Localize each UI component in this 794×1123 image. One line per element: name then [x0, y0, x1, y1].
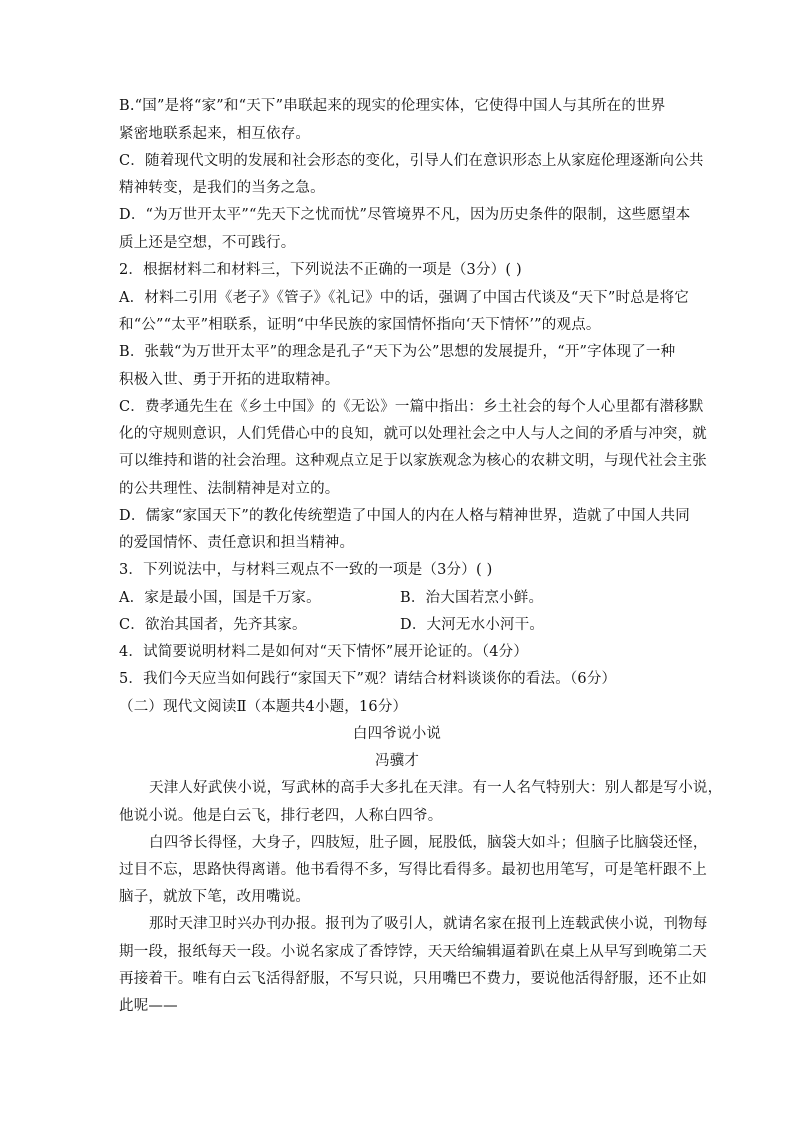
- story-author: 冯骥才: [374, 753, 420, 769]
- option-b-line-2: 紧密地联系起来，相互依存。: [119, 126, 311, 142]
- section-heading: （二）现代文阅读Ⅱ（本题共4小题，16分）: [119, 699, 408, 715]
- paragraph-2-line-2: 过目不忘，思路快得离谱。他书看得不多，写得比看得多。最初也用笔写，可是笔杆跟不上: [119, 862, 707, 878]
- q2-option-c-line-1: C．费孝通先生在《乡土中国》的《无讼》一篇中指出：乡土社会的每个人心里都有潜移默: [119, 399, 704, 415]
- q3-option-d: D．大河无水小河干。: [400, 617, 545, 633]
- paragraph-3-line-4: 此呢——: [119, 998, 178, 1014]
- q3-option-c: C．欲治其国者，先齐其家。: [119, 617, 307, 633]
- option-d-line-2: 质上还是空想，不可践行。: [119, 235, 296, 251]
- q2-option-b-line-1: B．张载“为万世开太平”的理念是孔子“天下为公”思想的发展提升，“开”字体现了一种: [119, 344, 676, 360]
- q2-option-c-line-4: 的公共理性、法制精神是对立的。: [119, 481, 340, 497]
- paragraph-3-line-3: 再接着干。唯有白云飞活得舒服，不写只说，只用嘴巴不费力，要说他活得舒服，还不止如: [119, 971, 707, 987]
- question-4: 4．试简要说明材料二是如何对“天下情怀”展开论证的。（4分）: [119, 644, 529, 660]
- q3-options-row-2: [119, 615, 307, 635]
- q2-option-a-line-1: A．材料二引用《老子》《管子》《礼记》中的话，强调了中国古代谈及“天下”时总是将它: [119, 290, 689, 306]
- story-title: 白四爷说小说: [352, 726, 442, 742]
- paragraph-1-line-1: 天津人好武侠小说，写武林的高手大多扎在天津。有一人名气特别大：别人都是写小说，: [149, 780, 723, 796]
- paragraph-2-line-1: 白四爷长得怪，大身子，四肢短，肚子圆，屁股低，脑袋大如斗；但脑子比脑袋还怪，: [149, 835, 708, 851]
- option-c-line-1: C．随着现代文明的发展和社会形态的变化，引导人们在意识形态上从家庭伦理逐渐向公共: [119, 153, 704, 169]
- q2-option-b-line-2: 积极入世、勇于开拓的进取精神。: [119, 372, 340, 388]
- q3-option-a: A．家是最小国，国是千万家。: [119, 590, 321, 606]
- paragraph-3-line-1: 那时天津卫时兴办刊办报。报刊为了吸引人，就请名家在报刊上连载武侠小说，刊物每: [149, 916, 708, 932]
- q2-option-d-line-1: D．儒家“家国天下”的教化传统塑造了中国人的内在人格与精神世界，造就了中国人共同: [119, 508, 690, 524]
- q3-option-b: B．治大国若烹小鲜。: [400, 590, 544, 606]
- q3-options-row-1: [119, 588, 321, 608]
- question-3: 3．下列说法中，与材料三观点不一致的一项是（3分）( ): [119, 562, 493, 578]
- paragraph-3-line-2: 期一段，报纸每天一段。小说名家成了香饽饽，天天给编辑逼着趴在桌上从早写到晚第二天: [119, 944, 707, 960]
- q2-option-d-line-2: 的爱国情怀、责任意识和担当精神。: [119, 535, 355, 551]
- option-c-line-2: 精神转变，是我们的当务之急。: [119, 180, 325, 196]
- q2-option-a-line-2: 和“公”“太平”相联系，证明“中华民族的家国情怀指向‘天下情怀’”的观点。: [119, 317, 601, 333]
- paragraph-2-line-3: 脑子，就放下笔，改用嘴说。: [119, 889, 311, 905]
- option-d-line-1: D．“为万世开太平”“先天下之忧而忧”尽管境界不凡，因为历史条件的限制，这些愿望本: [119, 207, 691, 223]
- question-2: 2．根据材料二和材料三，下列说法不正确的一项是（3分）( ): [119, 262, 522, 278]
- question-5: 5．我们今天应当如何践行“家国天下”观？请结合材料谈谈你的看法。（6分）: [119, 671, 617, 687]
- paragraph-1-line-2: 他说小说。他是白云飞，排行老四，人称白四爷。: [119, 808, 443, 824]
- option-b-line-1: B.“国”是将“家”和“天下”串联起来的现实的伦理实体，它使得中国人与其所在的世界: [119, 98, 666, 114]
- q2-option-c-line-2: 化的守规则意识，人们凭借心中的良知，就可以处理社会之中人与人之间的矛盾与冲突，就: [119, 426, 707, 442]
- q2-option-c-line-3: 可以维持和谐的社会治理。这种观点立足于以家族观念为核心的农耕文明，与现代社会主张: [119, 453, 707, 469]
